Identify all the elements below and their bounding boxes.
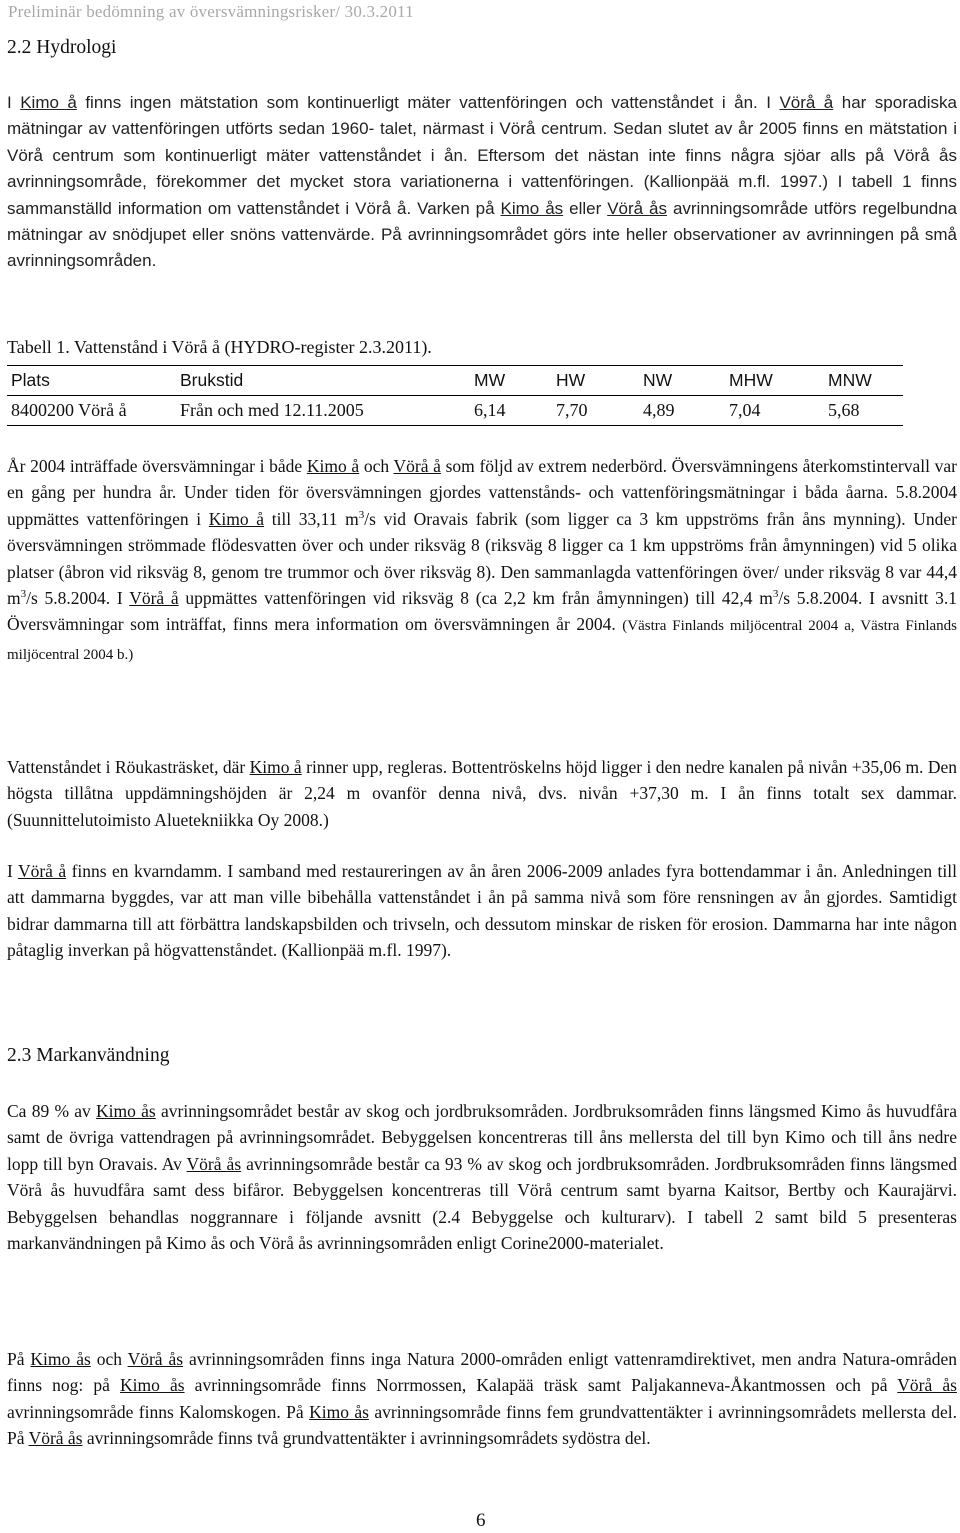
link-kimo-a[interactable]: Kimo å [208, 508, 265, 529]
link-kimo-as[interactable]: Kimo ås [96, 1101, 156, 1121]
running-header: Preliminär bedömning av översvämningsrisker/ 30.3.2011 [8, 2, 414, 21]
link-vora-a[interactable]: Vörå å [779, 93, 834, 112]
cell-mnw: 5,68 [828, 400, 860, 420]
cell-hw: 7,70 [556, 400, 588, 420]
section-heading-markanvandning: 2.3 Markanvändning [7, 1045, 170, 1066]
page-number: 6 [476, 1510, 486, 1531]
link-kimo-as[interactable]: Kimo ås [30, 1349, 91, 1369]
cell-plats: 8400200 Vörå å [11, 400, 127, 420]
paragraph-hydrologi-intro: I Kimo å finns ingen mätstation som kontinuerligt mäter vattenföringen och vattenståndet i ån. I Vörå å har sporadiska mätningar av vattenföringen utförts sedan 1960- talet, närmast i Vörå centrum. Sedan slutet av år 2005 finns en mätstation i Vörå centrum som kontinuerligt mäter vattenståndet i ån. Eftersom det nästan inte finns några sjöar alls på Vörå ås avrinningsområde, förekommer det mycket stora variationerna i vattenföringen. (Kallionpää m.fl. 1997.) I tabell 1 finns sammanställd information om vattenståndet i Vörå å. Varken på Kimo ås eller Vörå ås avrinningsområde utförs regelbundna mätningar av snödjupet eller snöns vattenvärde. På avrinningsområdet görs inte heller observationer av avrinningen på små avrinningsområden. [7, 93, 958, 271]
paragraph-roukastrasket: Vattenståndet i Röukasträsket, där Kimo å rinner upp, regleras. Bottentröskelns höjd ligger i den nedre kanalen på nivån +35,06 m. Den högsta tillåtna uppdämningshöjden är 2,24 m ovanför denna nivå, dvs. nivån +37,30 m. I ån finns totalt sex dammar. (Suunnittelutoimisto Aluetekniikka Oy 2008.) [7, 757, 957, 830]
paragraph-dams: I Vörå å finns en kvarndamm. I samband med restaureringen av ån åren 2006-2009 anlades fyra bottendammar i ån. Anledningen till att dammarna byggdes, var att man ville bibehålla vattenståndet i ån på samma nivå som före rensningen av ån gjordes. Samtidigt bidrar dammarna till att förbättra landskapsbilden och trivseln, och dessutom minskar de risken för erosion. Dammarna har inte någon påtaglig inverkan på högvattenståndet. (Kallionpää m.fl. 1997). [7, 861, 957, 961]
paragraph-natura: På Kimo ås och Vörå ås avrinningsområden finns inga Natura 2000-områden enligt vattenramdirektivet, men andra Natura-områden finns nog: på Kimo ås avrinningsområde finns Norrmossen, Kalapää träsk samt Paljakanneva-Åkantmossen och på Vörå ås avrinningsområde finns Kalomskogen. På Kimo ås avrinningsområde finns fem grundvattentäkter i avrinningsområdets mellersta del. På Vörå ås avrinningsområde finns två grundvattentäkter i avrinningsområdets sydöstra del. [7, 1349, 958, 1449]
col-header-mw: MW [474, 370, 506, 390]
link-vora-as[interactable]: Vörå ås [897, 1375, 957, 1396]
link-vora-as[interactable]: Vörå ås [28, 1428, 83, 1449]
link-vora-a[interactable]: Vörå å [17, 861, 67, 881]
link-vora-as[interactable]: Vörå ås [186, 1153, 242, 1174]
link-vora-as[interactable]: Vörå ås [607, 198, 667, 218]
table-header-row [7, 366, 903, 396]
table-row [7, 396, 903, 426]
col-header-nw: NW [643, 370, 673, 390]
link-kimo-as[interactable]: Kimo ås [309, 1401, 369, 1422]
water-level-table [7, 365, 903, 426]
col-header-mnw: MNW [828, 370, 872, 390]
section-heading-hydrologi: 2.2 Hydrologi [7, 37, 117, 58]
col-header-plats: Plats [11, 370, 50, 390]
link-vora-a[interactable]: Vörå å [129, 588, 179, 609]
cell-brukstid: Från och med 12.11.2005 [180, 400, 364, 420]
link-kimo-as[interactable]: Kimo ås [500, 198, 564, 218]
cell-nw: 4,89 [643, 400, 675, 420]
link-kimo-as[interactable]: Kimo ås [120, 1375, 185, 1396]
link-kimo-a[interactable]: Kimo å [249, 757, 302, 777]
col-header-mhw: MHW [729, 370, 773, 390]
cell-mw: 6,14 [474, 400, 506, 420]
paragraph-land-use: Ca 89 % av Kimo ås avrinningsområdet består av skog och jordbruksområden. Jordbruksområden finns längsmed Kimo ås huvudfåra samt de övriga vattendragen på avrinningsområdet. Bebyggelsen koncentreras till åns mellersta del till byn Kimo och till åns nedre lopp till byn Oravais. Av Vörå ås avrinningsområde består ca 93 % av skog och jordbruksområden. Jordbruksområden finns längsmed Vörå ås huvudfåra samt dess bifåror. Bebyggelsen koncentreras till Vörå centrum samt byarna Kaitsor, Bertby och Kaurajärvi. Bebyggelsen behandlas noggrannare i följande avsnitt (2.4 Bebyggelse och kulturarv). I tabell 2 samt bild 5 presenteras markanvändningen på Kimo ås och Vörå ås avrinningsområden enligt Corine2000-materialet. [7, 1101, 958, 1254]
col-header-brukstid: Brukstid [180, 370, 244, 390]
table-caption: Tabell 1. Vattenstånd i Vörå å (HYDRO-register 2.3.2011). [7, 337, 432, 357]
link-vora-as[interactable]: Vörå ås [127, 1349, 184, 1369]
cell-mhw: 7,04 [729, 400, 761, 420]
link-kimo-a[interactable]: Kimo å [20, 93, 77, 112]
paragraph-flood-2004: År 2004 inträffade översvämningar i både Kimo å och Vörå å som följd av extrem nederbörd. Översvämningens återkomstintervall var en gång per hundra år. Under tiden för översvämningen gjordes vattenstånds- och vattenföringsmätningar i båda åarna. 5.8.2004 uppmättes vattenföringen i Kimo å till 33,11 $m^3/s$ vid Oravais fabrik (som ligger ca 3 km uppströms från åns mynning). Under översvämningen strömmade flödesvatten över och under riksväg 8 (riksväg 8 ligger ca 1 km uppströms från åmynningen) vid 5 olika platser (åbron vid riksväg 8, genom tre trummor och över riksväg 8). Den sammanlagda vattenföringen över/ under riksväg 8 var 44,4 $m^3/s$ 5.8.2004. I Vörå å uppmättes vattenföringen vid riksväg 8 (ca 2,2 km från åmynningen) till 42,4 $m^3/s$ 5.8.2004. I avsnitt 3.1 Översvämningar som inträffat, finns mera information om översvämningen år 2004. (Västra Finlands miljöcentral 2004 a, Västra Finlands miljöcentral 2004 b.) [7, 456, 958, 663]
link-kimo-a[interactable]: Kimo å [306, 456, 360, 476]
col-header-hw: HW [556, 370, 586, 390]
link-vora-a[interactable]: Vörå å [393, 456, 441, 476]
